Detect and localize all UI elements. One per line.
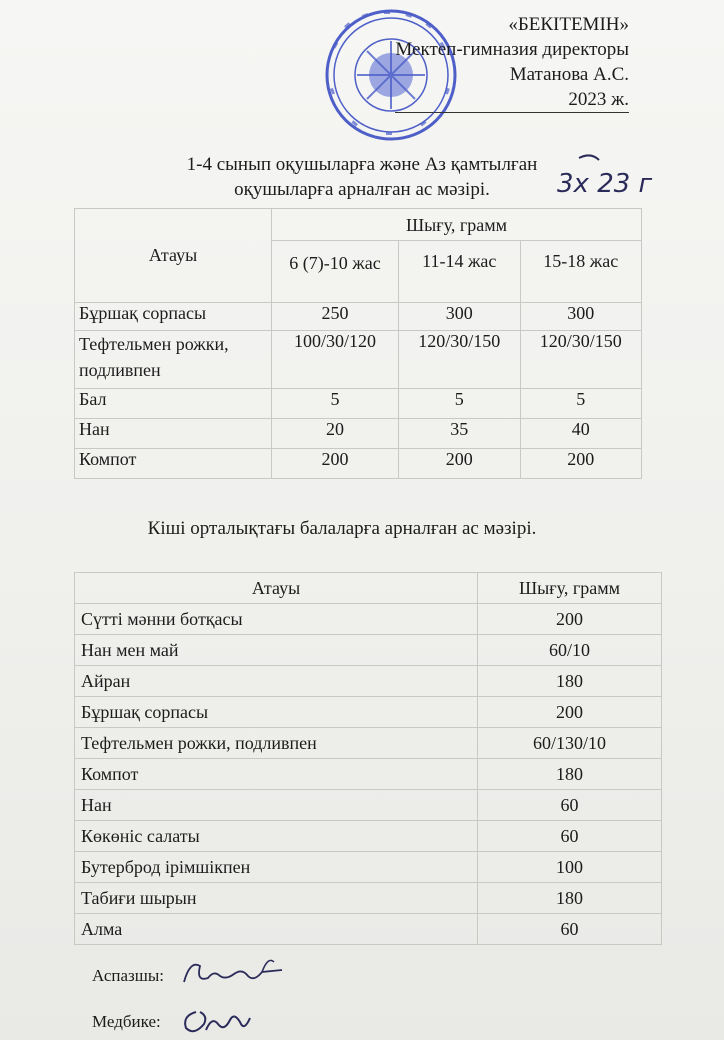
table-row xyxy=(75,666,662,697)
table-row xyxy=(75,790,662,821)
menu2-col-name: Атауы xyxy=(75,573,478,604)
dish-name: Нан мен май xyxy=(75,635,478,666)
menu1-table xyxy=(74,208,642,479)
table-row xyxy=(75,728,662,759)
dish-value: 60 xyxy=(478,914,662,945)
dish-name: Бұршақ сорпасы xyxy=(75,697,478,728)
dish-value: 250 xyxy=(272,303,399,331)
nurse-signature-icon xyxy=(178,1002,258,1040)
table-row xyxy=(75,759,662,790)
approval-title: «БЕКІТЕМІН» xyxy=(508,14,629,35)
cook-signature-label: Аспазшы: xyxy=(92,966,164,985)
dish-name: Алма xyxy=(75,914,478,945)
approval-block xyxy=(395,12,629,113)
table-row xyxy=(75,449,642,479)
dish-value: 120/30/150 xyxy=(399,331,521,389)
dish-name: Бутерброд ірімшікпен xyxy=(75,852,478,883)
menu1-title-line1: 1-4 сынып оқушыларға және Аз қамтылған xyxy=(186,154,538,175)
menu2-col-output: Шығу, грамм xyxy=(478,573,662,604)
menu1-title xyxy=(0,152,724,202)
age-group-1: 6 (7)-10 жас xyxy=(272,241,399,303)
dish-name: Табиғи шырын xyxy=(75,883,478,914)
table-row xyxy=(75,883,662,914)
dish-name: Компот xyxy=(75,759,478,790)
dish-value: 200 xyxy=(478,697,662,728)
dish-value: 120/30/150 xyxy=(520,331,642,389)
table-header-row xyxy=(75,573,662,604)
approval-name: Матанова А.С. xyxy=(509,64,629,85)
table-row xyxy=(75,389,642,419)
nurse-signature-label: Медбике: xyxy=(92,1012,161,1031)
table-row xyxy=(75,331,642,389)
approval-position: Мектеп-гимназия директоры xyxy=(395,39,629,60)
table-row xyxy=(75,419,642,449)
dish-value: 200 xyxy=(399,449,521,479)
dish-name: Нан xyxy=(75,790,478,821)
dish-name: Тефтельмен рожки, подливпен xyxy=(75,331,272,389)
dish-name: Нан xyxy=(75,419,272,449)
dish-value: 300 xyxy=(520,303,642,331)
dish-name: Айран xyxy=(75,666,478,697)
dish-value: 60 xyxy=(478,821,662,852)
dish-value: 100 xyxy=(478,852,662,883)
table-row xyxy=(75,821,662,852)
dish-value: 5 xyxy=(272,389,399,419)
age-group-3: 15-18 жас xyxy=(520,241,642,303)
table-row xyxy=(75,852,662,883)
dish-value: 60 xyxy=(478,790,662,821)
cook-signature-icon xyxy=(178,952,288,992)
dish-value: 100/30/120 xyxy=(272,331,399,389)
dish-value: 200 xyxy=(272,449,399,479)
svg-text:3х 23 г: 3х 23 г xyxy=(557,169,653,199)
dish-value: 5 xyxy=(520,389,642,419)
dish-value: 5 xyxy=(399,389,521,419)
dish-value: 180 xyxy=(478,883,662,914)
approval-date: 2023 ж. xyxy=(395,87,629,113)
age-group-2: 11-14 жас xyxy=(399,241,521,303)
menu1-title-line2: оқушыларға арналған ас мәзірі. xyxy=(234,179,490,200)
dish-value: 20 xyxy=(272,419,399,449)
table-row xyxy=(75,697,662,728)
dish-value: 60/10 xyxy=(478,635,662,666)
menu1-col-output: Шығу, грамм xyxy=(272,209,642,241)
dish-value: 180 xyxy=(478,759,662,790)
menu2-title: Кіші орталықтағы балаларға арналған ас мәзірі. xyxy=(147,518,537,539)
dish-value: 40 xyxy=(520,419,642,449)
dish-value: 300 xyxy=(399,303,521,331)
table-row xyxy=(75,604,662,635)
dish-name: Компот xyxy=(75,449,272,479)
table-row xyxy=(75,635,662,666)
dish-name: Тефтельмен рожки, подливпен xyxy=(75,728,478,759)
table-row xyxy=(75,914,662,945)
table-row xyxy=(75,303,642,331)
dish-value: 200 xyxy=(478,604,662,635)
dish-value: 200 xyxy=(520,449,642,479)
dish-name: Бұршақ сорпасы xyxy=(75,303,272,331)
dish-name: Көкөніс салаты xyxy=(75,821,478,852)
dish-value: 180 xyxy=(478,666,662,697)
dish-value: 35 xyxy=(399,419,521,449)
dish-name: Бал xyxy=(75,389,272,419)
menu2-table xyxy=(74,572,662,945)
dish-name: Сүтті мәнни ботқасы xyxy=(75,604,478,635)
menu1-col-name: Атауы xyxy=(75,209,272,303)
dish-value: 60/130/10 xyxy=(478,728,662,759)
